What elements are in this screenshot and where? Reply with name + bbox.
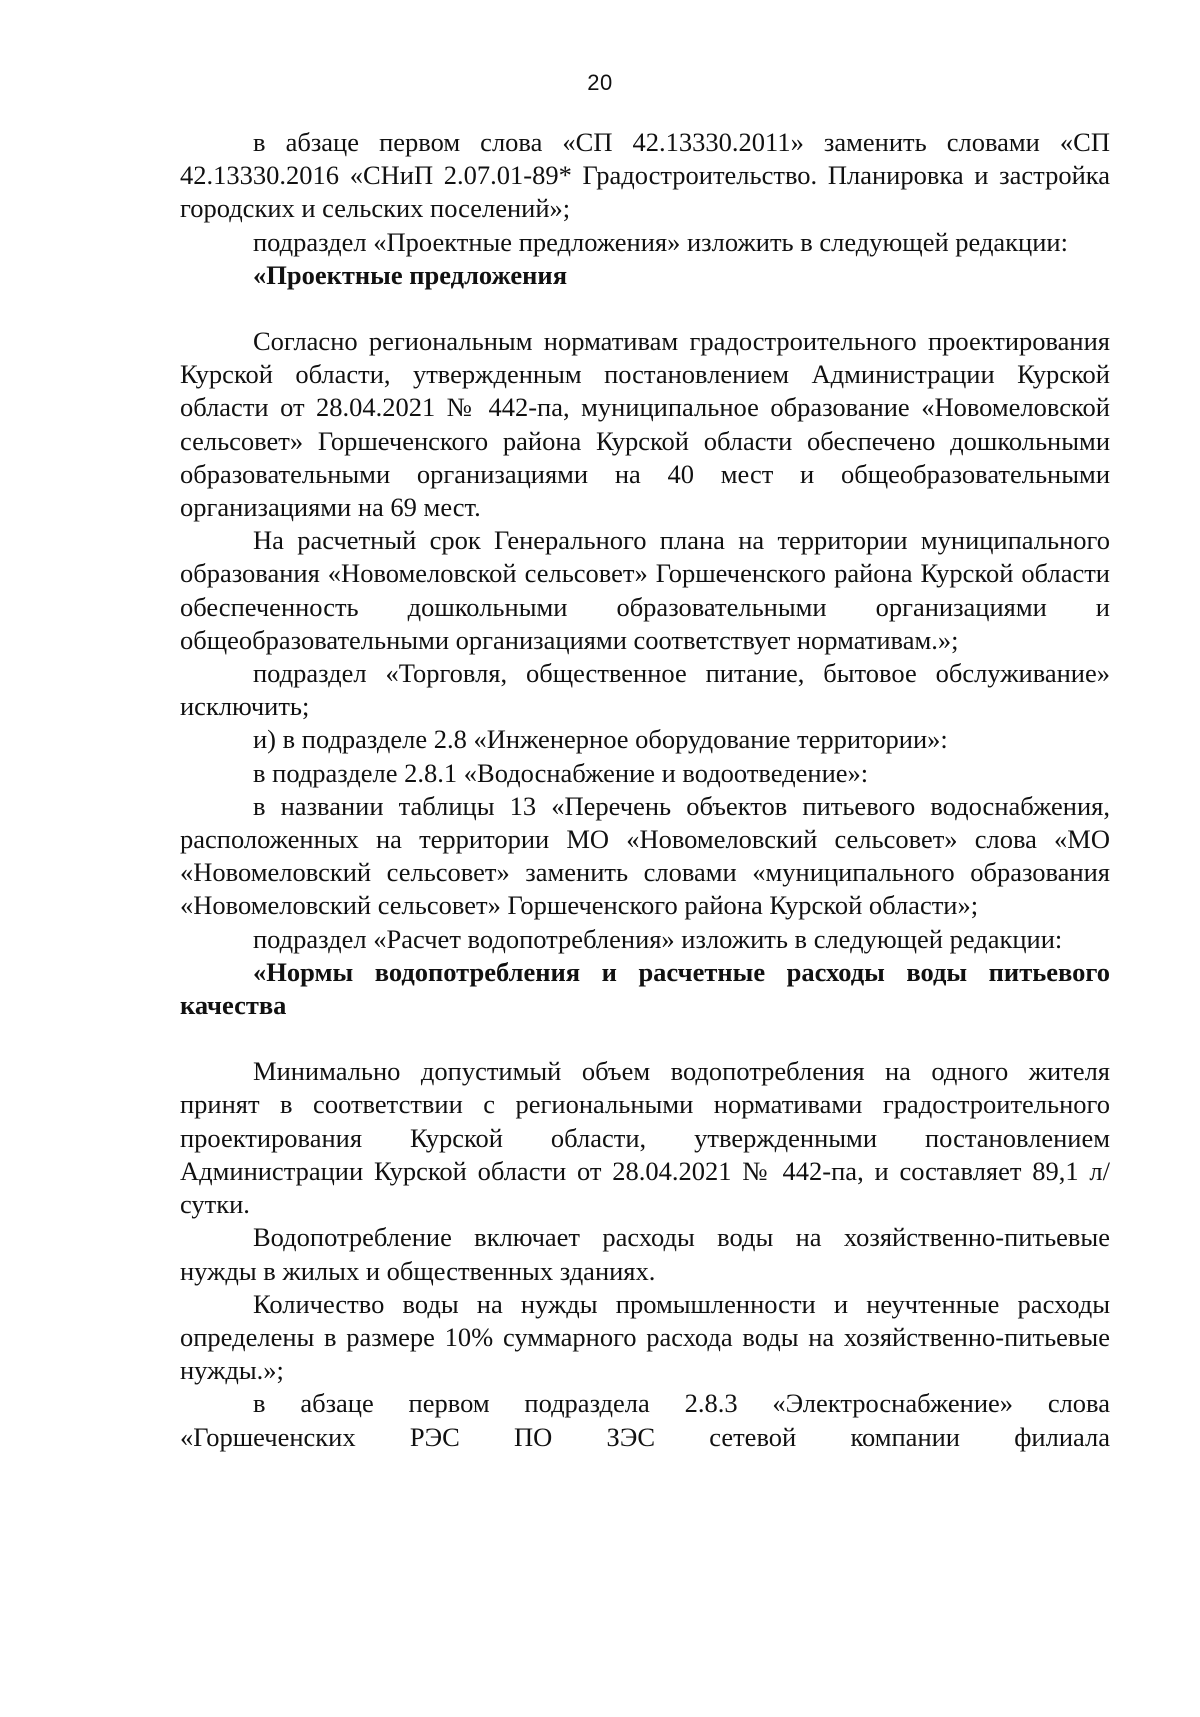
spacer	[180, 292, 1110, 325]
page-number: 20	[587, 70, 613, 95]
paragraph-water-consumption-subsection: подраздел «Расчет водопотребления» изложить в следующей редакции:	[253, 923, 1063, 954]
paragraph-industry-needs: Количество воды на нужды промышленности и неучтенные расходы определены в размере 10% суммарного расхода воды на хозяйственно-питьевые нужды.»;	[180, 1288, 1110, 1386]
heading-project-proposals: «Проектные предложения	[253, 259, 568, 290]
paragraph-general-plan: На расчетный срок Генерального плана на территории муниципального образования «Новомеловской сельсовет» Горшеченского района Курской области обеспеченность дошкольными образовательными организациями и общеобразовательными организациями соответствует нормативам.»;	[180, 525, 1110, 655]
paragraph-minimum-consumption: Минимально допустимый объем водопотребления на одного жителя принят в соответствии с региональными нормативами градостроительного проектирования Курской области, утвержденными постановлением Администрации Курской области от 28.04.2021 № 442-па, и составляет 89,1 л/сутки.	[180, 1056, 1110, 1220]
paragraph-consumption-includes: Водопотребление включает расходы воды на хозяйственно-питьевые нужды в жилых и общественных зданиях.	[180, 1222, 1110, 1286]
spacer	[180, 1022, 1110, 1055]
paragraph-water-supply: в подразделе 2.8.1 «Водоснабжение и водоотведение»:	[253, 757, 869, 788]
paragraph-regional-standards: Согласно региональным нормативам градостроительного проектирования Курской области, утвержденным постановлением Администрации Курской области от 28.04.2021 № 442-па, муниципальное образование «Новомеловской сельсовет» Горшеченского района Курской области обеспечено дошкольными образовательными организациями на 40 мест и общеобразовательными организациями на 69 мест.	[180, 326, 1110, 523]
paragraph-electricity: в абзаце первом подраздела 2.8.3 «Электроснабжение» слова «Горшеченских РЭС ПО ЗЭС сетевой компании филиала	[180, 1388, 1110, 1452]
heading-water-norms: «Нормы водопотребления и расчетные расходы воды питьевого качества	[180, 956, 1110, 1021]
paragraph-sp-replacement: в абзаце первом слова «СП 42.13330.2011» заменить словами «СП 42.13330.2016 «СНиП 2.07.01-89* Градостроительство. Планировка и застройка городских и сельских поселений»;	[180, 127, 1110, 224]
document-body	[180, 126, 1110, 1454]
paragraph-subsection-proposals: подраздел «Проектные предложения» изложить в следующей редакции:	[253, 226, 1068, 257]
paragraph-engineering-equipment: и) в подразделе 2.8 «Инженерное оборудование территории»:	[253, 724, 948, 755]
paragraph-table-13: в названии таблицы 13 «Перечень объектов питьевого водоснабжения, расположенных на территории МО «Новомеловский сельсовет» слова «МО «Новомеловский сельсовет» заменить словами «муниципального образования «Новомеловский сельсовет» Горшеченского района Курской области»;	[180, 790, 1110, 921]
paragraph-trade-subsection: подраздел «Торговля, общественное питание, бытовое обслуживание» исключить;	[180, 658, 1110, 722]
